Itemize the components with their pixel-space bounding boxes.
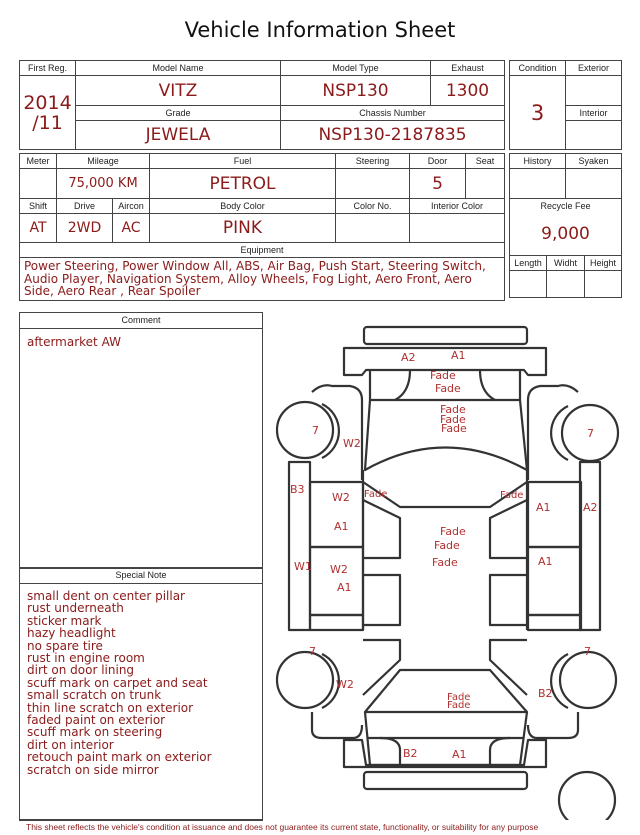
left-rear-fender — [312, 712, 362, 738]
mark-rear-bumper-a1: A1 — [452, 748, 467, 761]
mark-left-front-fender: W2 — [343, 437, 361, 450]
special-note-item: scuff mark on steering — [27, 725, 163, 740]
mark-rear-bumper-b2: B2 — [403, 747, 418, 760]
meter-label: Meter — [20, 154, 57, 169]
side-info-table — [509, 153, 622, 298]
special-note-label: Special Note — [20, 568, 262, 584]
rear-bar-outline — [364, 772, 527, 789]
model-name-label: Model Name — [76, 61, 281, 76]
page-title: Vehicle Information Sheet — [184, 18, 456, 42]
body-color-label: Body Color — [150, 199, 336, 214]
mark-roof-fade: Fade — [432, 556, 458, 569]
history-value — [510, 169, 566, 199]
mark-windshield-fade: Fade — [440, 403, 466, 416]
mark-right-front-door-a1: A1 — [536, 501, 551, 514]
shift-value: AT — [20, 214, 57, 243]
special-note-item: faded paint on exterior — [27, 713, 166, 728]
special-note-panel — [19, 567, 263, 821]
mark-front-right-tire: 7 — [587, 427, 594, 440]
height-value — [585, 270, 622, 297]
exterior-value — [566, 76, 622, 106]
meter-value — [20, 169, 57, 199]
recycle-fee-label: Recycle Fee — [510, 199, 622, 214]
mark-rear-left-tire: 7 — [309, 645, 316, 658]
damage-marks — [290, 349, 598, 761]
mark-left-front-door-w2: W2 — [332, 491, 350, 504]
mark-front-bumper-a2: A2 — [401, 351, 416, 364]
special-note-item: scratch on side mirror — [27, 762, 159, 777]
interior-value — [566, 121, 622, 150]
mark-left-rear-door-a1: A1 — [337, 581, 352, 594]
equipment-label: Equipment — [20, 243, 505, 258]
mark-hood-fade: Fade — [435, 382, 461, 395]
right-front-door-outline — [528, 482, 581, 547]
model-type-value: NSP130 — [281, 76, 431, 106]
syaken-value — [566, 169, 622, 199]
condition-table — [509, 60, 622, 150]
mileage-value: 75,000 KM — [57, 169, 150, 199]
mark-left-pillar-fade: Fade — [364, 489, 388, 500]
mark-left-front-door-a1: A1 — [334, 520, 349, 533]
comment-label: Comment — [20, 313, 262, 329]
shift-label: Shift — [20, 199, 57, 214]
body-color-value: PINK — [150, 214, 336, 243]
interior-label: Interior — [566, 106, 622, 121]
mark-left-rocker-w1: W1 — [294, 560, 312, 573]
mark-right-rocker-a2: A2 — [583, 501, 598, 514]
exterior-label: Exterior — [566, 61, 622, 76]
rear-right-tire — [560, 652, 616, 708]
right-rear-door-outline — [528, 547, 581, 615]
rear-left-tire — [277, 652, 333, 708]
seat-value — [466, 169, 505, 199]
special-note-item: dirt on interior — [27, 737, 114, 752]
comment-panel — [19, 312, 263, 569]
syaken-label: Syaken — [566, 154, 622, 169]
condition-value: 3 — [510, 76, 566, 150]
mark-right-pillar-fade: Fade — [500, 490, 524, 501]
special-note-item: scuff mark on carpet and seat — [27, 675, 208, 690]
special-note-item: small scratch on trunk — [27, 688, 162, 703]
mark-roof-fade: Fade — [434, 539, 460, 552]
mark-left-rear-door-w2: W2 — [330, 563, 348, 576]
special-note-item: no spare tire — [27, 638, 103, 653]
special-note-item: sticker mark — [27, 613, 102, 628]
first-reg-month: /11 — [32, 111, 63, 134]
interior-color-label: Interior Color — [410, 199, 505, 214]
drive-label: Drive — [57, 199, 113, 214]
special-note-item: thin line scratch on exterior — [27, 700, 194, 715]
special-note-item: small dent on center pillar — [27, 589, 185, 603]
history-label: History — [510, 154, 566, 169]
mark-roof-fade: Fade — [440, 525, 466, 538]
length-label: Length — [510, 255, 547, 270]
left-headlight-curve — [395, 370, 410, 400]
seat-label: Seat — [466, 154, 505, 169]
mark-windshield-fade: Fade — [440, 413, 466, 426]
width-label: Widht — [547, 255, 585, 270]
fuel-value: PETROL — [150, 169, 336, 199]
mark-left-rocker-b3: B3 — [290, 483, 305, 496]
rear-window-outline — [365, 670, 527, 712]
right-rear-fender — [528, 712, 578, 738]
left-rear-quarter-outline — [310, 615, 363, 630]
special-note-item: retouch paint mark on exterior — [27, 750, 212, 765]
door-label: Door — [410, 154, 466, 169]
first-reg-year: 2014 — [23, 91, 72, 114]
vehicle-header-table — [19, 60, 505, 150]
special-note-item: rust underneath — [27, 601, 124, 616]
right-front-fender — [528, 385, 578, 480]
special-note-item: dirt on door lining — [27, 663, 135, 678]
rear-bumper-outline — [344, 740, 546, 767]
exhaust-value: 1300 — [431, 76, 505, 106]
mark-windshield-fade: Fade — [441, 422, 467, 435]
grade-value: JEWELA — [76, 121, 281, 150]
left-front-fender — [312, 385, 362, 480]
aircon-label: Aircon — [113, 199, 150, 214]
mileage-label: Mileage — [57, 154, 150, 169]
mark-front-bumper-a1: A1 — [451, 349, 466, 362]
mark-front-left-tire: 7 — [312, 424, 319, 437]
special-note-item: hazy headlight — [27, 626, 116, 641]
mark-rear-right-tire: 7 — [584, 645, 591, 658]
mark-right-rear-quarter-b2: B2 — [538, 687, 553, 700]
condition-label: Condition — [510, 61, 566, 76]
chassis-number-label: Chassis Number — [281, 106, 505, 121]
width-value — [547, 270, 585, 297]
mark-left-rear-quarter-w2: W2 — [336, 678, 354, 691]
length-value — [510, 270, 547, 297]
interior-color-value — [410, 214, 505, 243]
aircon-value: AC — [113, 214, 150, 243]
right-rear-quarter-outline — [528, 615, 581, 630]
drive-value: 2WD — [57, 214, 113, 243]
special-note-item: rust in engine room — [27, 651, 145, 666]
first-reg-label: First Reg. — [20, 61, 76, 76]
special-note-list — [20, 584, 262, 776]
front-grille-outline — [364, 327, 527, 344]
exhaust-label: Exhaust — [431, 61, 505, 76]
recycle-fee-value: 9,000 — [510, 213, 622, 255]
comment-text: aftermarket AW — [27, 335, 121, 349]
front-left-tire — [277, 402, 333, 458]
first-reg-value — [20, 76, 76, 150]
color-no-value — [336, 214, 410, 243]
mark-trunk-fade: Fade — [447, 700, 471, 711]
car-damage-diagram — [270, 320, 640, 820]
disclaimer-text: This sheet reflects the vehicle's condition at issuance and does not guarantee its current state, functionality, or suitability for any purpose — [26, 822, 539, 832]
model-type-label: Model Type — [281, 61, 431, 76]
right-headlight-curve — [480, 370, 495, 400]
fuel-label: Fuel — [150, 154, 336, 169]
mark-trunk-fade: Fade — [447, 692, 471, 703]
model-name-value: VITZ — [76, 76, 281, 106]
door-value: 5 — [410, 169, 466, 199]
grade-label: Grade — [76, 106, 281, 121]
equipment-value: Power Steering, Power Window All, ABS, Air Bag, Push Start, Steering Switch, Audio Player, Navigation System, Alloy Wheels, Fog Light, Aero Front, Aero Side, Aero Rear , Rear Spoiler — [20, 258, 505, 301]
height-label: Height — [585, 255, 622, 270]
steering-label: Steering — [336, 154, 410, 169]
color-no-label: Color No. — [336, 199, 410, 214]
spare-tire — [559, 772, 615, 820]
steering-value — [336, 169, 410, 199]
right-rocker-outline — [580, 462, 600, 630]
specs-table — [19, 153, 505, 301]
mark-right-rear-door-a1: A1 — [538, 555, 553, 568]
chassis-number-value: NSP130-2187835 — [281, 121, 505, 150]
mark-hood-fade: Fade — [430, 369, 456, 382]
